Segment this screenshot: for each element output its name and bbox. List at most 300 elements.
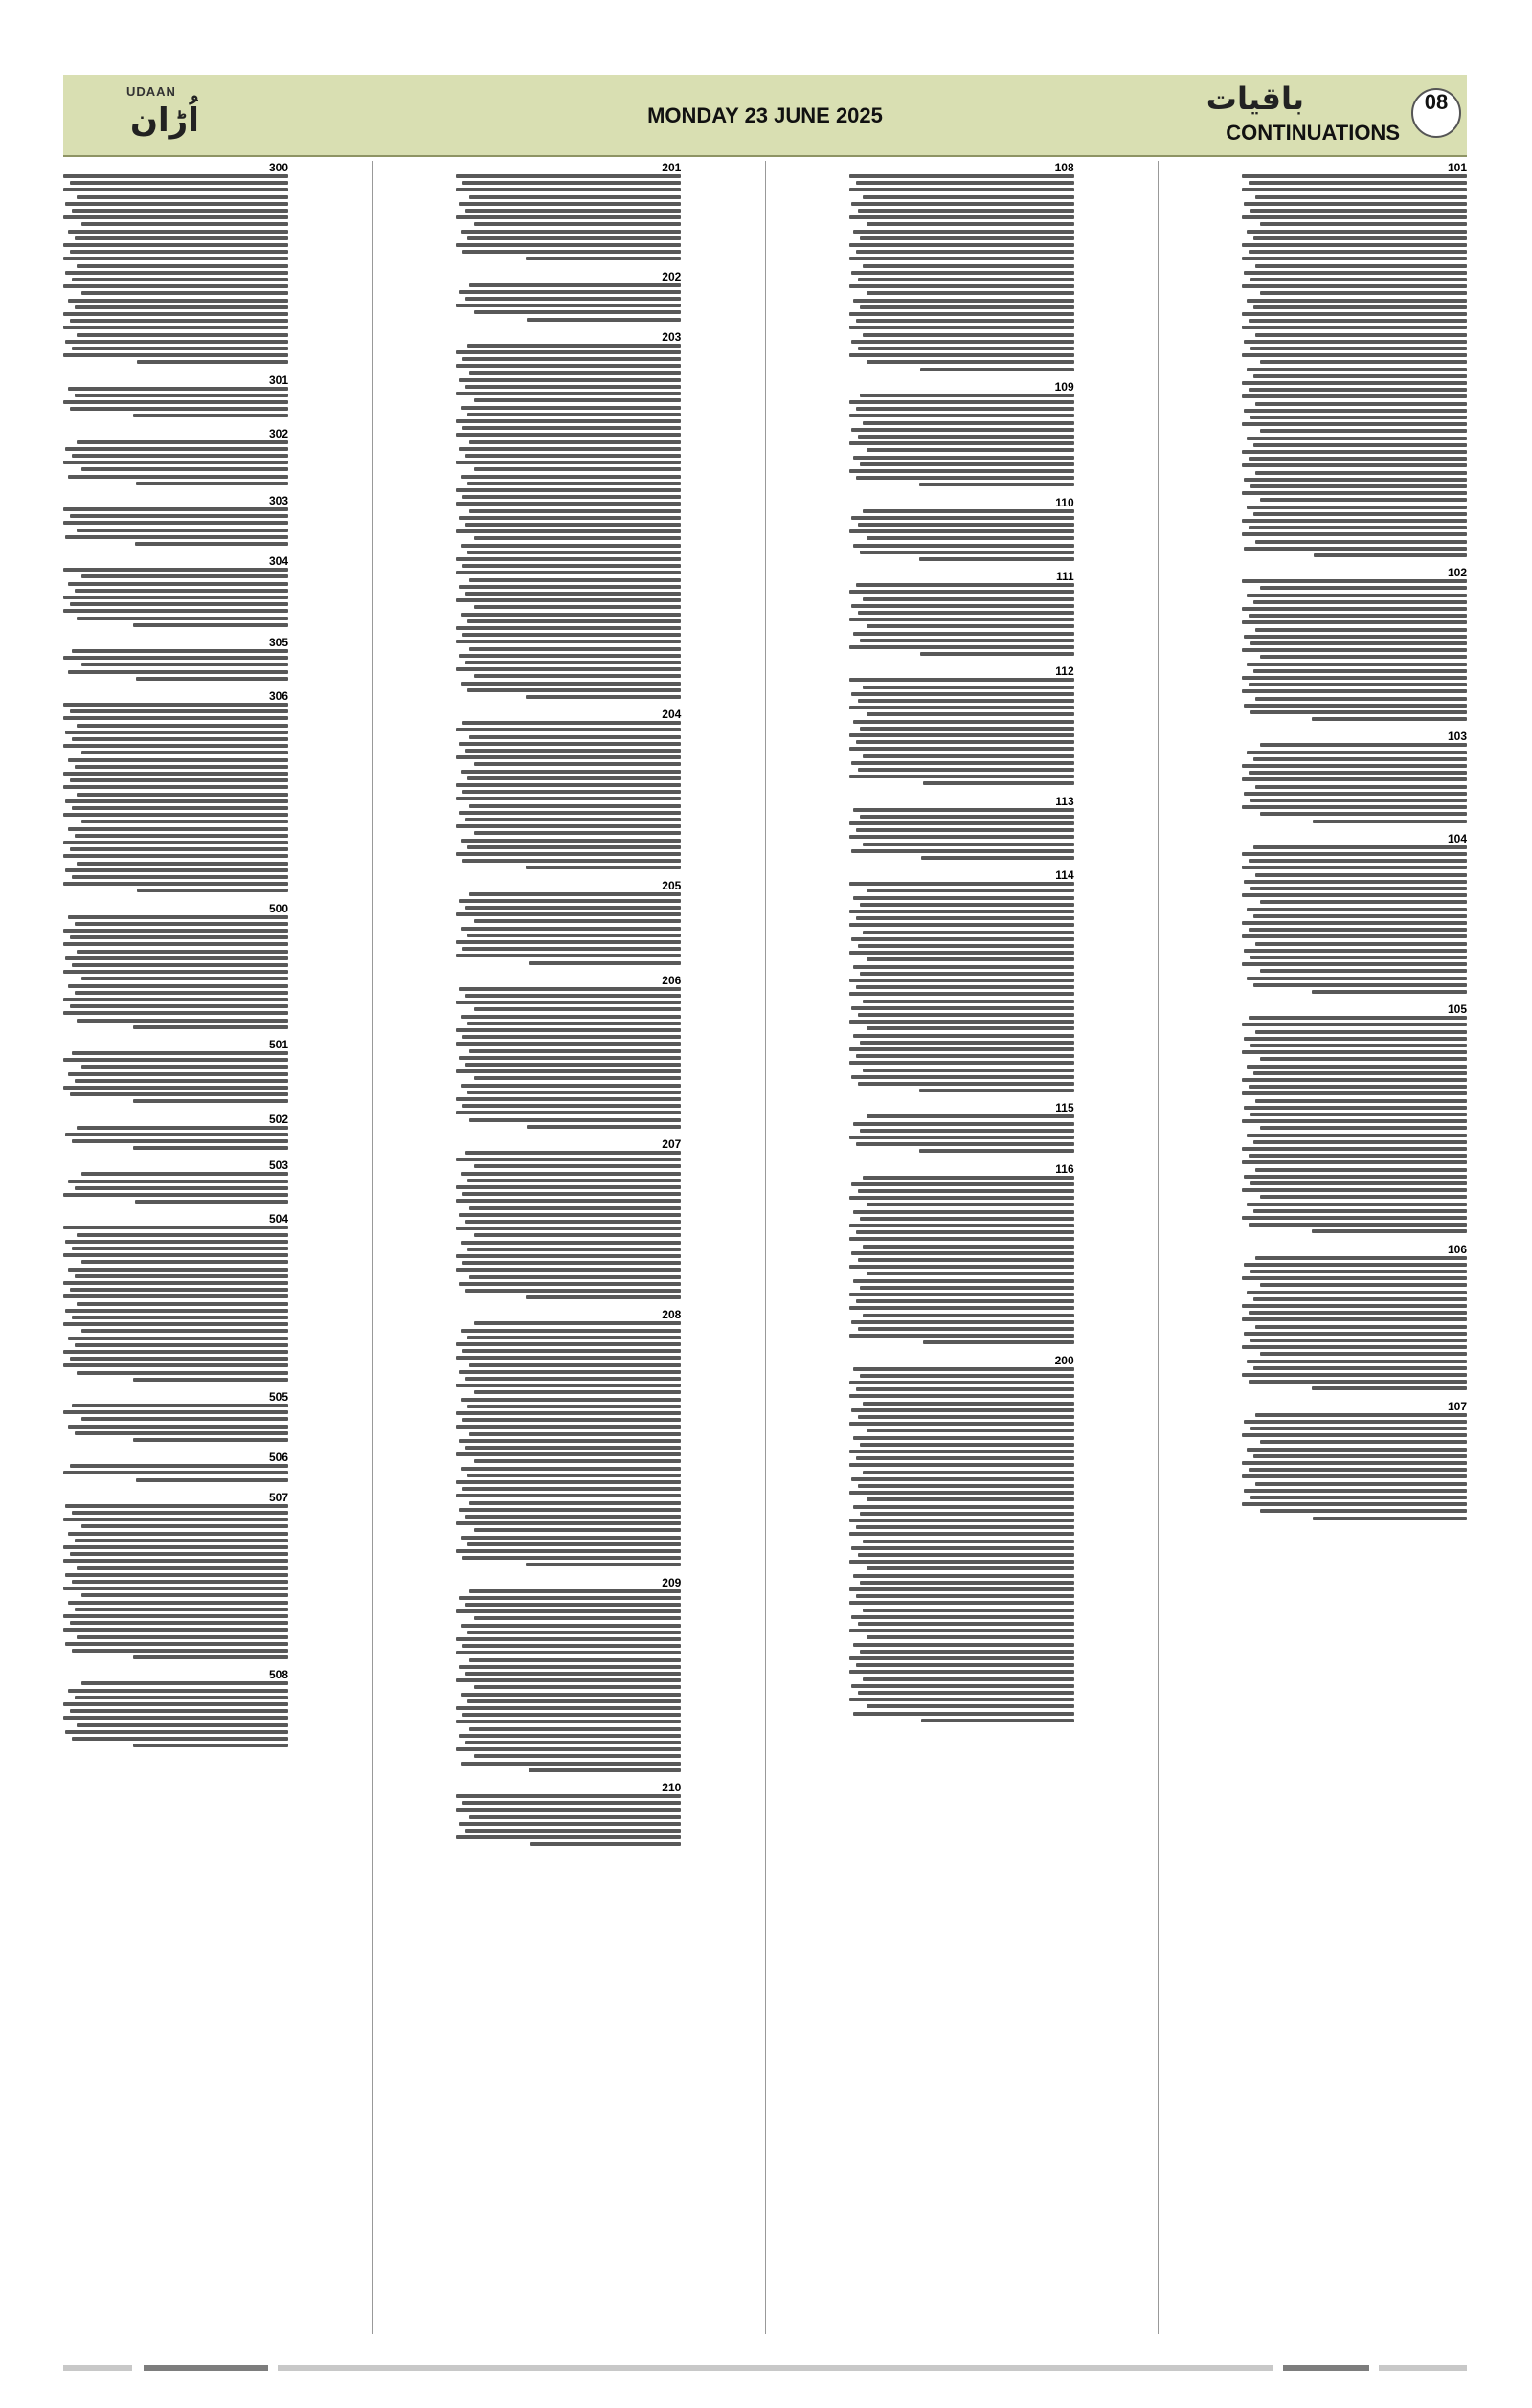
text-line bbox=[63, 1058, 288, 1062]
text-column bbox=[1242, 161, 1467, 2334]
text-line bbox=[853, 1367, 1073, 1371]
text-line bbox=[849, 775, 1074, 778]
text-line bbox=[860, 1443, 1073, 1447]
text-line bbox=[856, 1525, 1074, 1529]
text-line bbox=[1242, 188, 1467, 191]
text-line bbox=[849, 1394, 1074, 1398]
continuation-number: 504 bbox=[268, 1212, 288, 1227]
text-line bbox=[72, 963, 288, 967]
text-line bbox=[1244, 1037, 1467, 1041]
text-line bbox=[65, 1133, 288, 1136]
text-line bbox=[1247, 230, 1467, 234]
text-line bbox=[1247, 437, 1467, 440]
text-line bbox=[70, 602, 288, 606]
text-line bbox=[853, 1574, 1073, 1578]
text-line bbox=[456, 1268, 681, 1272]
text-line bbox=[462, 1104, 681, 1108]
text-line bbox=[860, 236, 1073, 240]
text-line bbox=[469, 509, 681, 513]
text-line bbox=[467, 845, 681, 849]
text-line bbox=[860, 394, 1073, 397]
text-line bbox=[1255, 697, 1467, 701]
text-line bbox=[919, 1089, 1074, 1092]
text-line bbox=[1249, 1311, 1467, 1315]
text-line bbox=[851, 1251, 1074, 1255]
text-line bbox=[469, 1363, 681, 1367]
text-line bbox=[72, 1580, 288, 1584]
text-line bbox=[1253, 236, 1467, 240]
text-line bbox=[1242, 312, 1467, 316]
text-line bbox=[63, 1294, 288, 1298]
text-line bbox=[858, 1082, 1074, 1086]
text-line bbox=[462, 1487, 681, 1491]
text-line bbox=[456, 188, 681, 191]
text-line bbox=[65, 340, 288, 344]
text-line bbox=[63, 785, 288, 789]
text-line bbox=[456, 1425, 681, 1429]
text-line bbox=[1250, 1181, 1467, 1185]
text-line bbox=[1242, 491, 1467, 495]
text-line bbox=[1242, 764, 1467, 768]
text-line bbox=[856, 181, 1074, 185]
text-line bbox=[526, 695, 681, 699]
text-line bbox=[63, 1545, 288, 1549]
text-line bbox=[81, 663, 288, 666]
text-line bbox=[63, 174, 288, 178]
text-line bbox=[75, 991, 288, 995]
text-line bbox=[72, 875, 288, 879]
text-line bbox=[849, 1265, 1074, 1269]
text-line bbox=[465, 661, 682, 664]
text-line bbox=[456, 1651, 681, 1654]
text-line bbox=[1247, 368, 1467, 371]
text-line bbox=[1255, 1256, 1467, 1260]
text-line bbox=[72, 1737, 288, 1741]
text-line bbox=[856, 1594, 1074, 1598]
text-line bbox=[135, 542, 288, 546]
text-line bbox=[474, 831, 681, 835]
text-line bbox=[1260, 291, 1467, 295]
text-line bbox=[456, 783, 681, 787]
text-line bbox=[1244, 1106, 1467, 1110]
text-line bbox=[72, 649, 288, 653]
text-line bbox=[474, 1390, 681, 1394]
text-line bbox=[63, 1011, 288, 1015]
text-line bbox=[462, 564, 681, 568]
text-line bbox=[70, 250, 288, 254]
text-line bbox=[867, 1635, 1073, 1639]
text-line bbox=[1242, 519, 1467, 523]
text-line bbox=[469, 1432, 681, 1436]
text-line bbox=[70, 935, 288, 939]
text-line bbox=[461, 839, 681, 843]
text-line bbox=[465, 1446, 682, 1450]
text-line bbox=[851, 1075, 1074, 1079]
text-line bbox=[1250, 887, 1467, 890]
text-line bbox=[465, 1063, 682, 1067]
text-line bbox=[474, 674, 681, 678]
text-line bbox=[851, 340, 1074, 344]
text-line bbox=[1242, 284, 1467, 288]
continuation-number: 116 bbox=[1055, 1161, 1074, 1176]
text-line bbox=[1247, 1360, 1467, 1363]
continuation-number: 209 bbox=[662, 1575, 682, 1589]
text-line bbox=[851, 428, 1074, 432]
text-line bbox=[1242, 1050, 1467, 1054]
text-line bbox=[867, 448, 1073, 452]
continuation-number: 207 bbox=[662, 1137, 682, 1151]
text-line bbox=[867, 1272, 1073, 1275]
continuation-number: 501 bbox=[268, 1038, 288, 1051]
text-line bbox=[81, 751, 288, 754]
text-line bbox=[474, 1321, 681, 1325]
text-line bbox=[77, 793, 288, 797]
text-line bbox=[1247, 977, 1467, 980]
text-line bbox=[72, 737, 288, 741]
text-line bbox=[456, 1835, 681, 1839]
text-line bbox=[851, 761, 1074, 765]
text-line bbox=[81, 1524, 288, 1528]
text-line bbox=[81, 222, 288, 226]
text-line bbox=[63, 942, 288, 946]
text-line bbox=[474, 1685, 681, 1689]
text-line bbox=[75, 1079, 288, 1083]
text-line bbox=[1242, 450, 1467, 454]
text-line bbox=[849, 1293, 1074, 1296]
text-line bbox=[526, 1563, 681, 1566]
continuation-number: 109 bbox=[1054, 379, 1074, 394]
text-line bbox=[459, 654, 682, 658]
text-line bbox=[849, 326, 1074, 329]
text-line bbox=[1244, 704, 1467, 708]
continuation-number: 302 bbox=[268, 426, 288, 440]
text-line bbox=[853, 544, 1073, 548]
text-line bbox=[1242, 620, 1467, 624]
text-line bbox=[75, 1274, 288, 1278]
text-line bbox=[75, 1431, 288, 1435]
text-line bbox=[456, 1411, 681, 1415]
continuation-number: 300 bbox=[268, 161, 288, 174]
text-line bbox=[456, 1480, 681, 1484]
text-line bbox=[1260, 498, 1467, 502]
text-line bbox=[75, 1608, 288, 1611]
continuation-number: 505 bbox=[268, 1390, 288, 1404]
text-line bbox=[459, 1665, 682, 1669]
text-line bbox=[860, 1374, 1073, 1378]
text-line bbox=[63, 1350, 288, 1354]
text-line bbox=[1253, 305, 1467, 309]
text-line bbox=[63, 716, 288, 720]
text-line bbox=[462, 1801, 681, 1805]
text-line bbox=[63, 284, 288, 288]
text-line bbox=[70, 778, 288, 782]
text-line bbox=[65, 1240, 288, 1244]
text-line bbox=[63, 215, 288, 219]
text-line bbox=[1242, 579, 1467, 583]
text-line bbox=[68, 758, 288, 762]
text-line bbox=[63, 1086, 288, 1090]
text-line bbox=[849, 1560, 1074, 1564]
text-line bbox=[849, 1532, 1074, 1536]
text-line bbox=[1242, 243, 1467, 247]
text-line bbox=[81, 1417, 288, 1421]
text-line bbox=[456, 1001, 681, 1004]
text-line bbox=[72, 1247, 288, 1250]
footer-rule bbox=[144, 2365, 268, 2371]
text-line bbox=[75, 922, 288, 926]
text-line bbox=[465, 1220, 682, 1224]
text-line bbox=[72, 1051, 288, 1055]
text-line bbox=[849, 312, 1074, 316]
continuation-number: 503 bbox=[268, 1159, 288, 1173]
text-line bbox=[858, 278, 1074, 281]
text-line bbox=[1242, 174, 1467, 178]
text-line bbox=[1250, 1113, 1467, 1116]
text-line bbox=[923, 781, 1074, 785]
text-line bbox=[858, 347, 1074, 350]
text-line bbox=[856, 476, 1074, 480]
text-line bbox=[63, 1614, 288, 1618]
text-line bbox=[72, 347, 288, 350]
text-line bbox=[849, 1334, 1074, 1338]
text-line bbox=[63, 1410, 288, 1414]
text-line bbox=[459, 516, 682, 520]
text-line bbox=[133, 1438, 288, 1442]
text-line bbox=[849, 1519, 1074, 1522]
text-line bbox=[1250, 956, 1467, 959]
text-line bbox=[853, 1712, 1073, 1716]
text-line bbox=[1250, 799, 1467, 802]
text-line bbox=[459, 290, 682, 294]
text-line bbox=[72, 1511, 288, 1515]
text-line bbox=[863, 1677, 1074, 1681]
continuation-number: 106 bbox=[1447, 1242, 1467, 1256]
text-line bbox=[1253, 669, 1467, 673]
text-line bbox=[1250, 1270, 1467, 1273]
text-line bbox=[77, 1635, 288, 1639]
text-line bbox=[465, 1289, 682, 1293]
continuation-number: 114 bbox=[1055, 868, 1074, 883]
text-line bbox=[851, 849, 1074, 853]
text-line bbox=[70, 1004, 288, 1008]
text-line bbox=[456, 1452, 681, 1456]
text-line bbox=[919, 483, 1074, 486]
text-line bbox=[1253, 443, 1467, 447]
continuation-number: 202 bbox=[662, 269, 682, 283]
text-line bbox=[1247, 1065, 1467, 1069]
text-line bbox=[1312, 1229, 1467, 1233]
text-line bbox=[465, 523, 682, 527]
text-line bbox=[465, 209, 682, 213]
text-line bbox=[459, 1508, 682, 1512]
text-line bbox=[63, 312, 288, 316]
text-line bbox=[853, 456, 1073, 460]
text-line bbox=[461, 1241, 681, 1245]
text-line bbox=[527, 1125, 682, 1129]
text-line bbox=[1253, 512, 1467, 516]
text-line bbox=[1253, 600, 1467, 604]
text-line bbox=[860, 639, 1073, 642]
text-line bbox=[1242, 689, 1467, 693]
text-line bbox=[469, 371, 681, 375]
text-line bbox=[461, 770, 681, 774]
text-line bbox=[851, 1546, 1074, 1550]
text-line bbox=[469, 804, 681, 808]
text-line bbox=[81, 467, 288, 471]
text-line bbox=[456, 667, 681, 671]
text-line bbox=[849, 1587, 1074, 1591]
text-line bbox=[462, 357, 681, 361]
text-line bbox=[469, 283, 681, 287]
text-line bbox=[1255, 264, 1467, 268]
text-line bbox=[1249, 771, 1467, 775]
text-line bbox=[63, 596, 288, 599]
text-line bbox=[68, 915, 288, 919]
text-line bbox=[133, 1025, 288, 1029]
text-line bbox=[1242, 676, 1467, 680]
text-line bbox=[474, 536, 681, 540]
text-line bbox=[1250, 710, 1467, 714]
text-line bbox=[860, 551, 1073, 554]
text-line bbox=[860, 1217, 1073, 1221]
text-line bbox=[1242, 805, 1467, 809]
text-line bbox=[851, 1684, 1074, 1688]
text-line bbox=[465, 994, 682, 998]
text-line bbox=[1249, 388, 1467, 392]
text-line bbox=[851, 1320, 1074, 1324]
text-line bbox=[136, 1478, 288, 1482]
text-line bbox=[856, 1299, 1074, 1303]
text-line bbox=[860, 903, 1073, 907]
text-line bbox=[77, 1723, 288, 1727]
text-line bbox=[863, 1000, 1074, 1003]
text-line bbox=[863, 1609, 1074, 1612]
text-line bbox=[65, 535, 288, 539]
text-line bbox=[77, 440, 288, 444]
text-line bbox=[849, 284, 1074, 288]
text-line bbox=[527, 318, 681, 322]
text-line bbox=[469, 195, 681, 199]
text-line bbox=[467, 1179, 681, 1182]
text-line bbox=[1253, 1454, 1467, 1458]
text-line bbox=[849, 618, 1074, 621]
text-line bbox=[1255, 942, 1467, 946]
text-line bbox=[474, 398, 681, 402]
text-line bbox=[469, 1118, 681, 1122]
text-line bbox=[459, 987, 682, 991]
text-line bbox=[867, 889, 1073, 892]
text-line bbox=[851, 604, 1074, 608]
text-line bbox=[1255, 1030, 1467, 1034]
text-line bbox=[469, 1275, 681, 1279]
text-line bbox=[456, 1199, 681, 1203]
text-line bbox=[849, 1491, 1074, 1495]
text-line bbox=[465, 385, 682, 389]
text-line bbox=[469, 647, 681, 651]
text-line bbox=[81, 291, 288, 295]
text-line bbox=[1242, 326, 1467, 329]
text-line bbox=[77, 862, 288, 866]
text-line bbox=[77, 195, 288, 199]
text-line bbox=[456, 1549, 681, 1553]
text-line bbox=[1242, 852, 1467, 856]
text-line bbox=[1242, 921, 1467, 925]
text-line bbox=[474, 1164, 681, 1168]
text-line bbox=[1244, 202, 1467, 206]
text-line bbox=[849, 441, 1074, 445]
text-line bbox=[467, 551, 681, 554]
text-line bbox=[867, 712, 1073, 716]
text-line bbox=[68, 1268, 288, 1272]
text-line bbox=[867, 1114, 1073, 1118]
text-line bbox=[856, 985, 1074, 989]
text-line bbox=[461, 406, 681, 410]
text-line bbox=[474, 1007, 681, 1011]
text-line bbox=[849, 529, 1074, 533]
text-line bbox=[856, 250, 1074, 254]
text-line bbox=[81, 574, 288, 578]
text-line bbox=[849, 923, 1074, 927]
text-line bbox=[867, 291, 1073, 295]
text-line bbox=[459, 899, 682, 903]
text-line bbox=[77, 950, 288, 954]
text-line bbox=[63, 243, 288, 247]
text-line bbox=[849, 1136, 1074, 1139]
text-line bbox=[860, 1129, 1073, 1133]
text-line bbox=[867, 222, 1073, 226]
text-line bbox=[456, 304, 681, 307]
text-line bbox=[851, 1615, 1074, 1619]
text-line bbox=[469, 1815, 681, 1819]
text-line bbox=[63, 507, 288, 511]
text-line bbox=[456, 1706, 681, 1710]
text-line bbox=[63, 998, 288, 1001]
continuation-number: 303 bbox=[268, 494, 288, 507]
text-line bbox=[849, 400, 1074, 404]
text-line bbox=[863, 195, 1074, 199]
text-line bbox=[456, 1609, 681, 1613]
text-line bbox=[856, 1663, 1074, 1667]
text-line bbox=[867, 1566, 1073, 1570]
text-line bbox=[858, 1553, 1074, 1557]
text-line bbox=[863, 1471, 1074, 1474]
text-line bbox=[461, 1015, 681, 1019]
text-line bbox=[63, 772, 288, 776]
text-line bbox=[467, 1022, 681, 1025]
text-line bbox=[849, 1463, 1074, 1467]
text-line bbox=[1250, 1339, 1467, 1342]
text-line bbox=[456, 940, 681, 944]
text-line bbox=[456, 640, 681, 643]
text-line bbox=[467, 413, 681, 416]
text-line bbox=[469, 578, 681, 582]
text-line bbox=[856, 828, 1074, 832]
text-line bbox=[63, 1471, 288, 1474]
text-line bbox=[133, 1378, 288, 1382]
text-line bbox=[63, 656, 288, 660]
text-line bbox=[858, 1189, 1074, 1193]
text-line bbox=[459, 1734, 682, 1738]
text-line bbox=[1242, 1373, 1467, 1377]
text-line bbox=[456, 1111, 681, 1114]
text-line bbox=[1312, 990, 1467, 994]
text-line bbox=[65, 731, 288, 734]
text-line bbox=[135, 1200, 288, 1204]
continuation-number: 205 bbox=[662, 878, 682, 892]
text-line bbox=[72, 806, 288, 810]
text-line bbox=[70, 1552, 288, 1556]
text-line bbox=[467, 482, 681, 485]
